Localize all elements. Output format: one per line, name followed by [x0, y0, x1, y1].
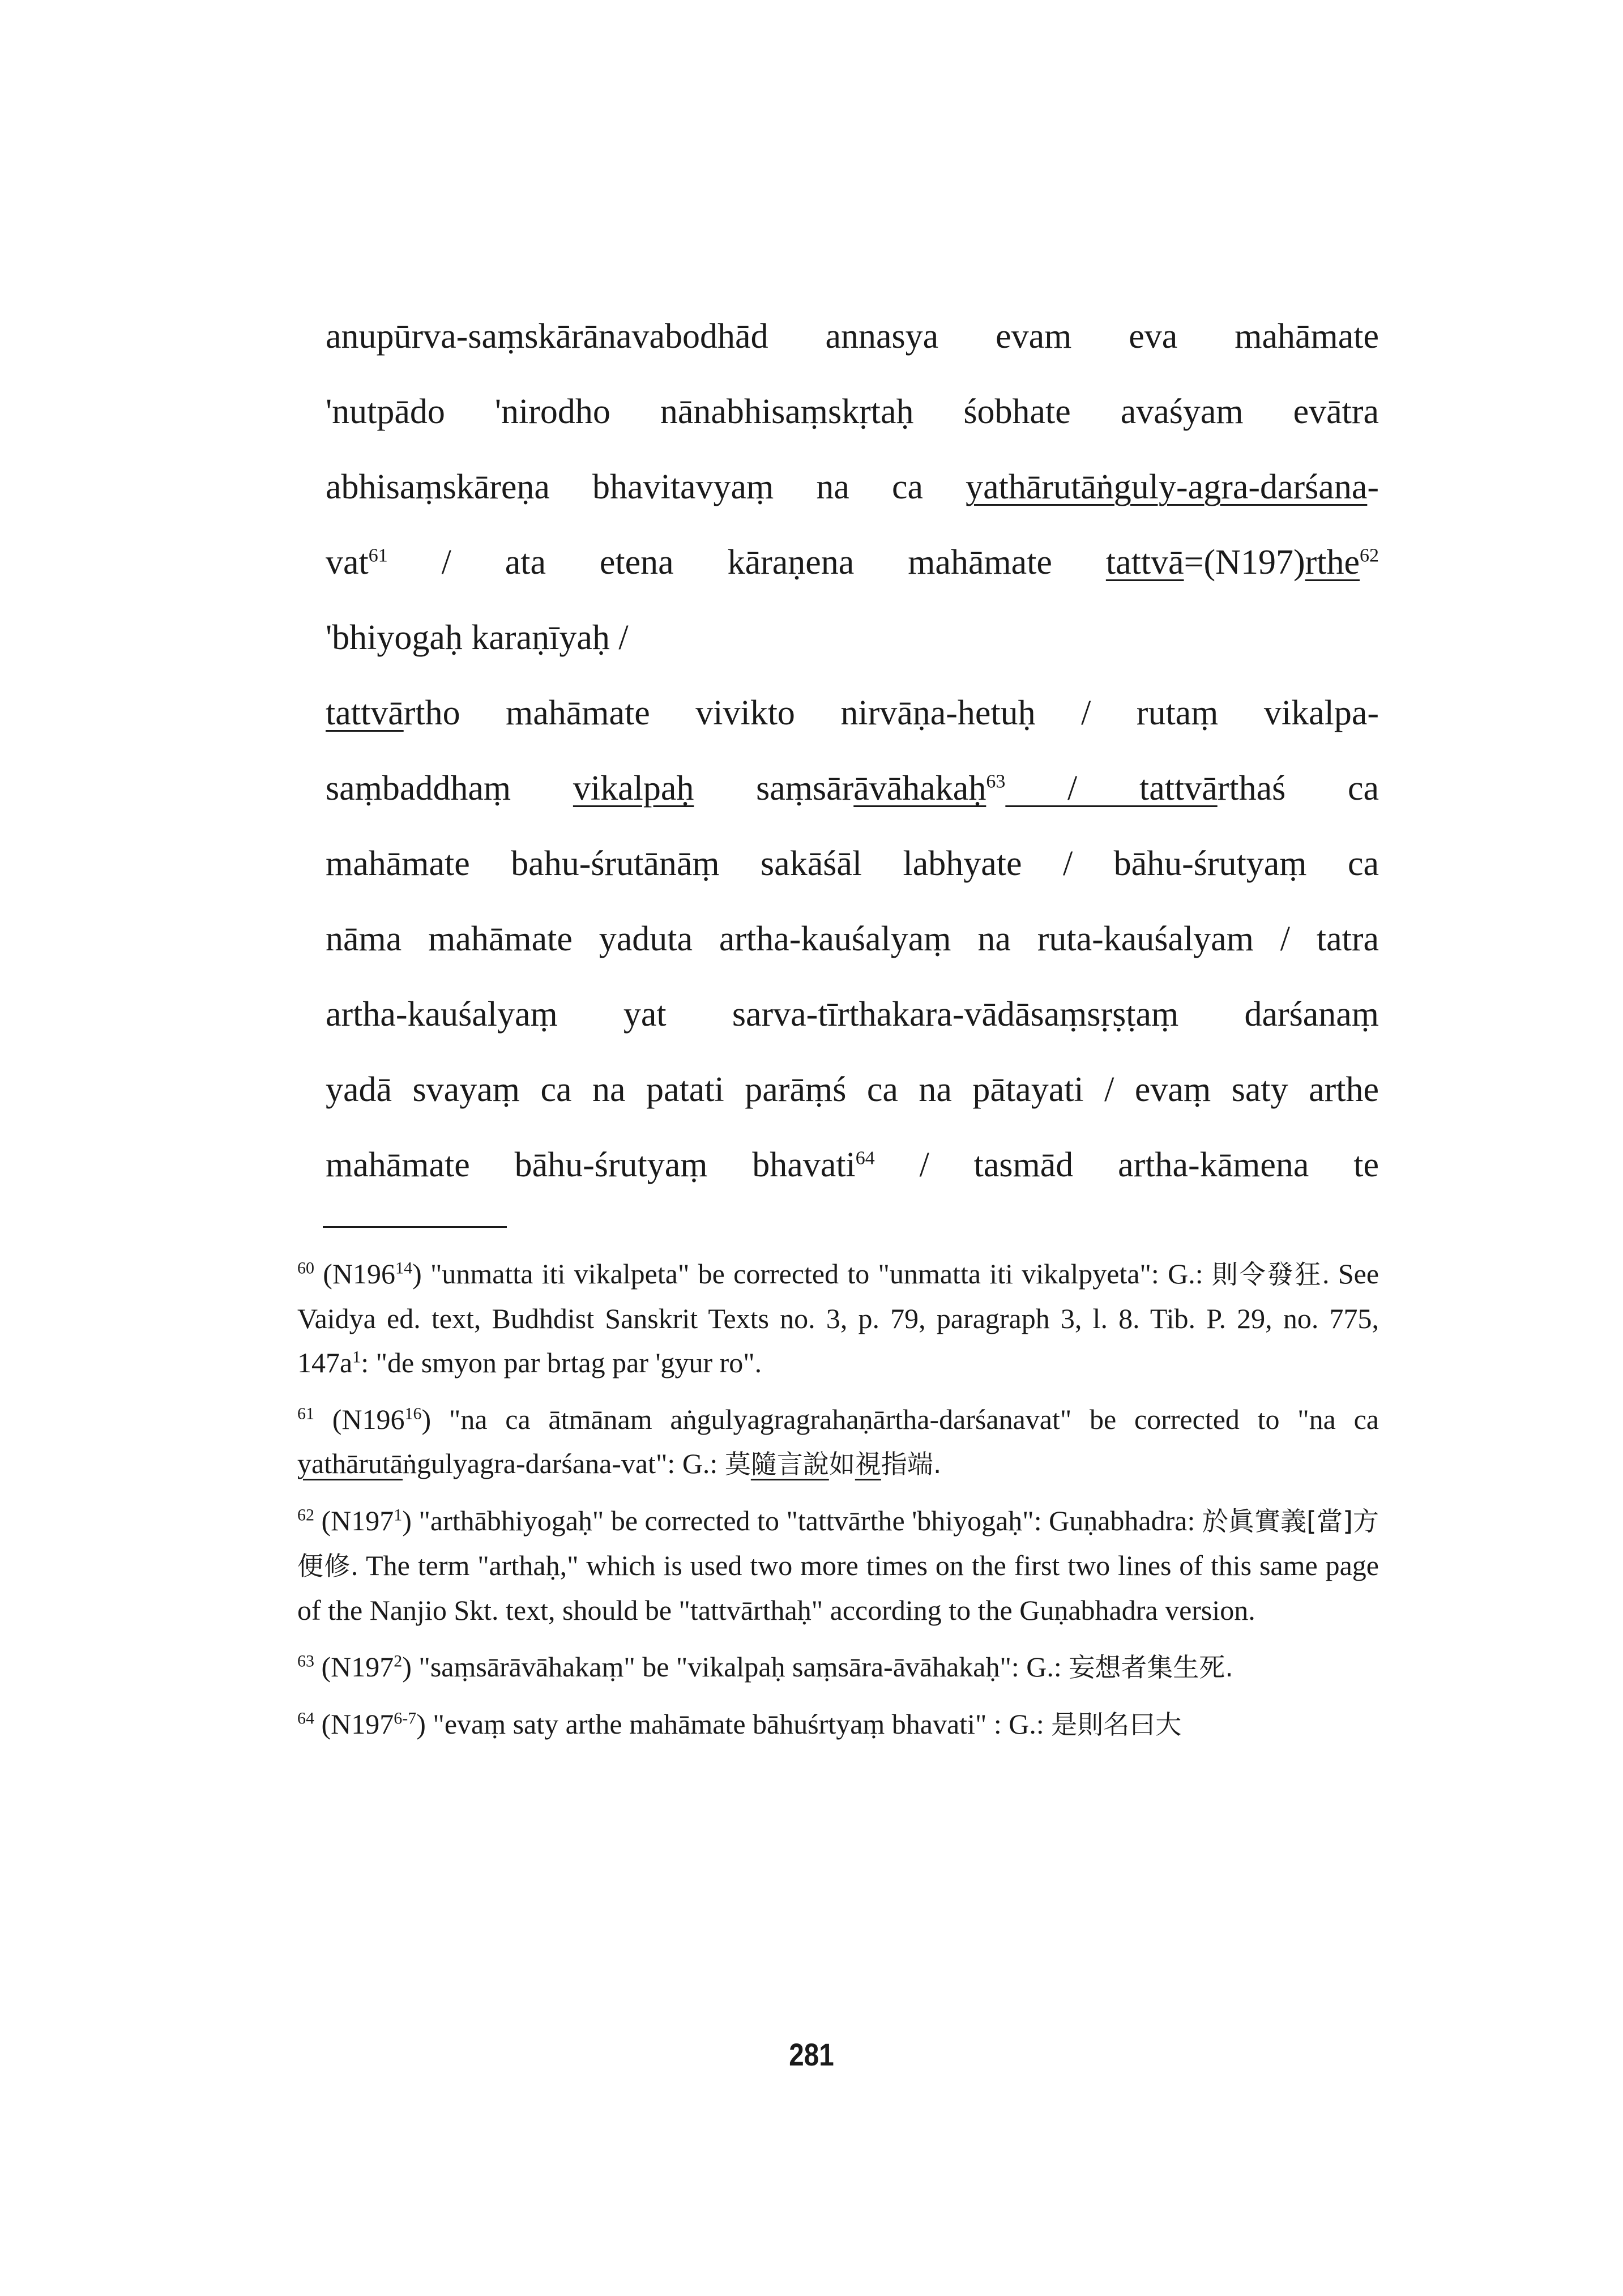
footnote-60: $^{60}$ $(N196^{14})$ "unmatta iti vikalpeta" be corrected to "unmatta iti vikalpyeta": G.: 則令發狂. See Vaidya ed. text, Budhdist Sanskrit Texts no. 3, p. 79, paragraph 3, l. 8. Tib. P. 29, no. 775, $147a^1$: "de smyon par brtag par 'gyur ro".: [297, 1258, 1379, 1379]
footnote-64: $^{64}$ (N197$^{6-7}$) "evaṃ saty arthe mahāmate bāhuśrtyaṃ bhavati" : G.: 是則名曰大: [297, 1708, 1182, 1740]
main-text: [326, 299, 1379, 1203]
text-line: saṃbaddhaṃ vikalpaḥ saṃsārāvāhakaḥ$^{63}$ / tattvārthaś ca: [326, 769, 1379, 808]
page-number: 281: [789, 2037, 834, 2072]
underlined-term: āvāhakaḥ: [853, 769, 986, 808]
text-line: tattvārtho mahāmate vivikto nirvāṇa-hetuḥ / rutaṃ vikalpa-: [326, 694, 1379, 732]
text-line: abhisaṃskāreṇa bhavitavyaṃ na ca yathārutāṅguly-agra-darśana-: [326, 468, 1379, 506]
underlined-term: tattvā: [1139, 769, 1218, 808]
text-line: nāma mahāmate yaduta artha-kauśalyaṃ na ruta-kauśalyam / tatra: [326, 920, 1379, 958]
text-line: mahāmate bahu-śrutānāṃ sakāśāl labhyate / bāhu-śrutyaṃ ca: [326, 844, 1379, 883]
underlined-term: vikalpaḥ: [573, 769, 694, 808]
underlined-term: tattvā: [326, 694, 404, 732]
underlined-term: tattvā: [1105, 543, 1184, 582]
text-line: yadā svayaṃ ca na patati parāṃś ca na pātayati / evaṃ saty arthe: [326, 1070, 1379, 1109]
text-line: mahāmate bāhu-śrutyaṃ bhavati$^{64}$ / tasmād artha-kāmena te: [326, 1146, 1379, 1184]
text-line: 'nutpādo 'nirodho nānabhisaṃskṛtaḥ śobhate avaśyam evātra: [326, 392, 1379, 431]
text-line: 'bhiyogaḥ karaṇīyaḥ /: [326, 618, 629, 657]
footnote-ref-64: 64: [855, 1147, 875, 1169]
footnotes: [297, 1252, 1379, 1759]
text-line: vat$^{61}$ / ata etena kāraṇena mahāmate tattvā=(N197)rthe$^{62}$: [326, 543, 1379, 582]
footnote-63: $^{63}$ $(N197^2)$ "saṃsārāvāhakaṃ" be "vikalpaḥ saṃsāra-āvāhakaḥ": G.: 妄想者集生死.: [297, 1651, 1233, 1683]
footnote-divider: [323, 1226, 507, 1228]
footnote-62: $^{62}$ $(N197^1)$ "arthābhiyogaḥ" be corrected to "tattvārthe 'bhiyogaḥ": Guṇabhadra: 於眞實義[當]方便修. The term "arthaḥ," which is used two more times on the first two lines of this same page of the Nanjio Skt. text, should be "tattvārthaḥ" according to the Guṇabhadra version.: [297, 1505, 1379, 1626]
footnote-ref-63: 63: [986, 771, 1006, 792]
footnote-61: $^{61}$ $(N196^{16})$ "na ca ātmānam aṅgulyagragrahaṇārtha-darśanavat" be corrected to "na ca yathārutāṅgulyagra-darśana-vat": G.: 莫隨言說如視指端.: [297, 1403, 1379, 1479]
underlined-term: rthe: [1305, 543, 1360, 582]
footnote-ref-61: 61: [368, 545, 388, 566]
text-line: artha-kauśalyaṃ yat sarva-tīrthakara-vādāsaṃsṛṣṭaṃ darśanaṃ: [326, 995, 1379, 1034]
underlined-term: yathārutāṅguly-agra-darśana: [966, 468, 1368, 506]
text-line: anupūrva-saṃskārānavabodhād annasya evam eva mahāmate: [326, 317, 1379, 356]
footnote-ref-62: 62: [1360, 545, 1379, 566]
